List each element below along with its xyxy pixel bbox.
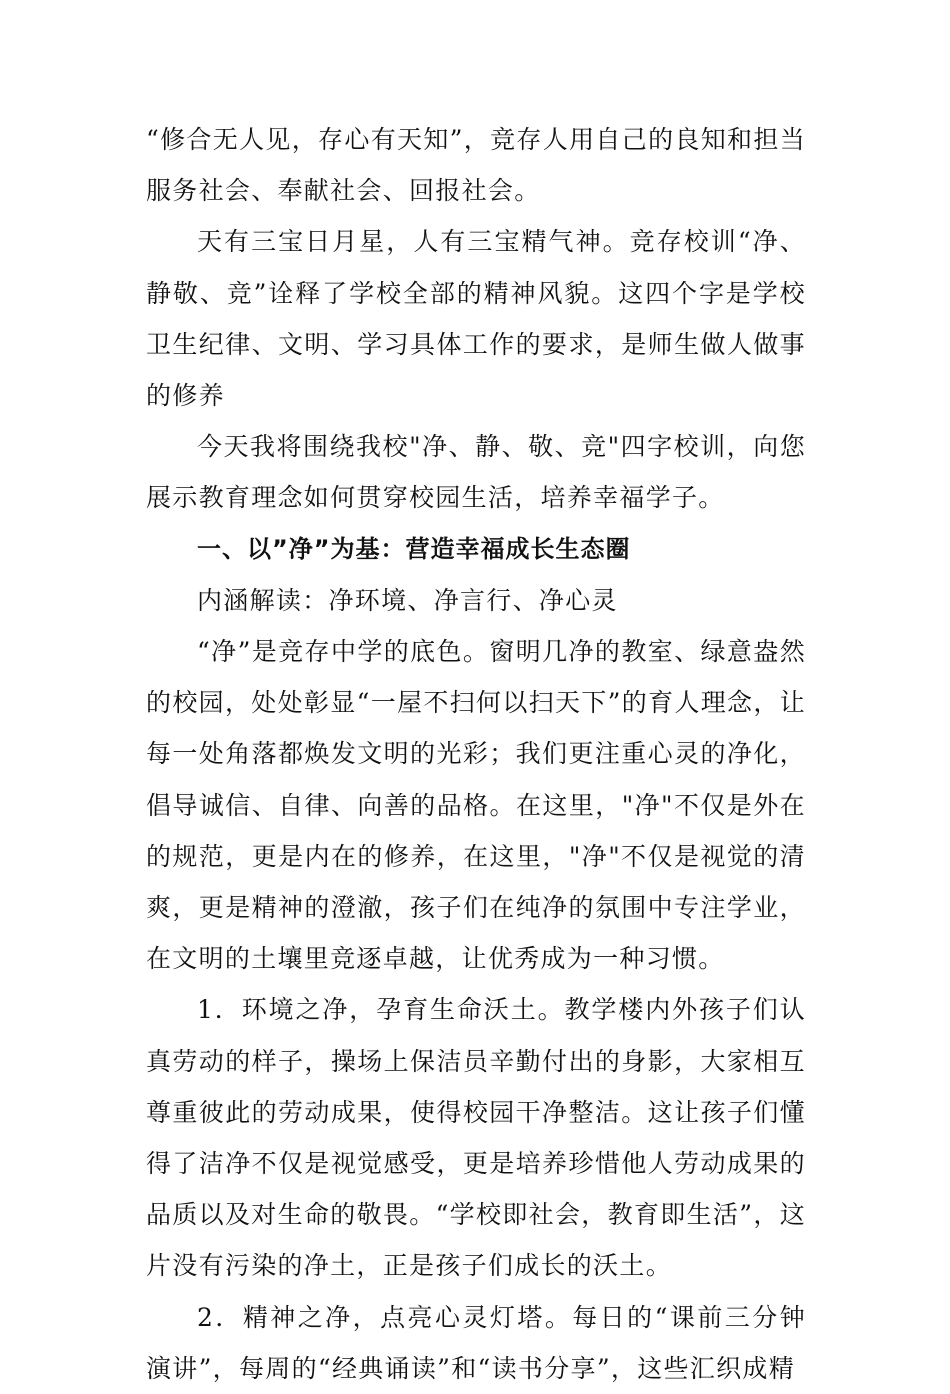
paragraph-introduction: 今天我将围绕我校"净、静、敬、竞"四字校训，向您展示教育理念如何贯穿校园生活，培养幸福学子。 xyxy=(146,432,806,513)
paragraph-environment: 1．环境之净，孕育生命沃土。教学楼内外孩子们认真劳动的样子，操场上保洁员辛勤付出的身影，大家相互尊重彼此的劳动成果，使得校园干净整洁。这让孩子们懂得了洁净不仅是视觉感受，更是培养珍惜他人劳动成果的品质以及对生命的敬畏。“学校即社会，教育即生活”，这片没有污染的净土，正是孩子们成长的沃土。 xyxy=(146,995,806,1281)
document-body xyxy=(146,114,806,1394)
subheading-interpretation: 内涵解读：净环境、净言行、净心灵 xyxy=(197,585,618,615)
paragraph-spirit: 2．精神之净，点亮心灵灯塔。每日的“课前三分钟演讲”，每周的“经典诵读”和“读书分享”，这些汇织成精 xyxy=(146,1302,806,1383)
paragraph-closing-quote: “修合无人见，存心有天知”，竞存人用自己的良知和担当服务社会、奉献社会、回报社会。 xyxy=(146,125,806,206)
paragraph-jing-foundation: “净”是竞存中学的底色。窗明几净的教室、绿意盎然的校园，处处彰显“一屋不扫何以扫天下”的育人理念，让每一处角落都焕发文明的光彩；我们更注重心灵的净化，倡导诚信、自律、向善的品格。在这里，"净"不仅是外在的规范，更是内在的修养，在这里，"净"不仅是视觉的清爽，更是精神的澄澈，孩子们在纯净的氛围中专注学业，在文明的土壤里竞逐卓越，让优秀成为一种习惯。 xyxy=(146,637,806,974)
paragraph-school-motto: 天有三宝日月星，人有三宝精气神。竞存校训“净、静敬、竞”诠释了学校全部的精神风貌。这四个字是学校卫生纪律、文明、学习具体工作的要求，是师生做人做事的修养 xyxy=(146,227,806,411)
section-heading-jing: 一、以”净”为基：营造幸福成长生态圈 xyxy=(197,534,631,563)
